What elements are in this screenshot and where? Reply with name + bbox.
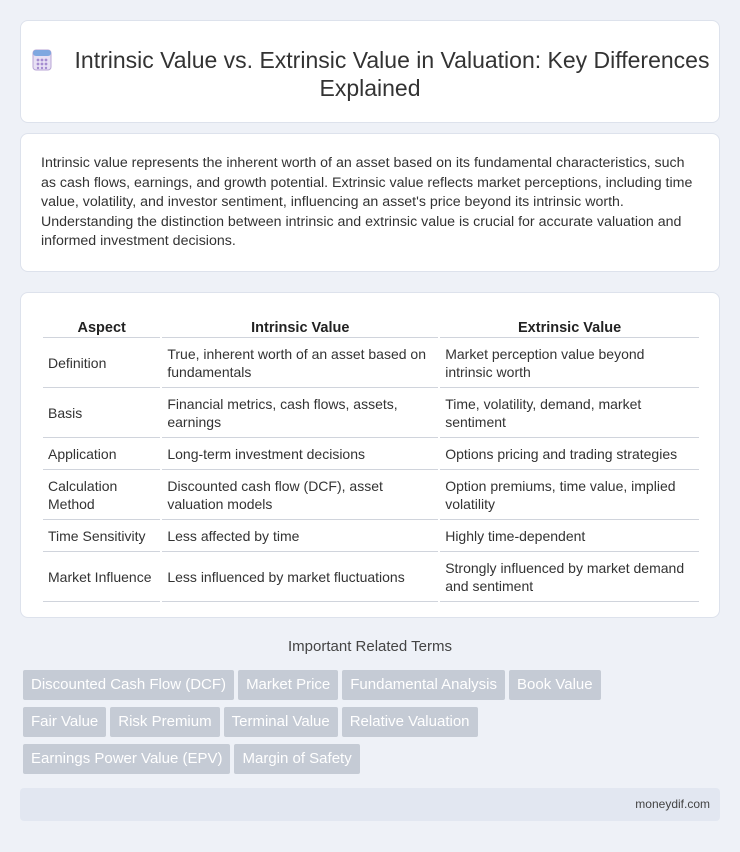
header-aspect: Aspect bbox=[43, 314, 160, 338]
header-extrinsic: Extrinsic Value bbox=[440, 314, 699, 338]
related-terms-list bbox=[23, 670, 723, 781]
table-cell-aspect: Basis bbox=[43, 389, 160, 438]
table-cell-extrinsic: Options pricing and trading strategies bbox=[440, 439, 699, 470]
table-cell-aspect: Calculation Method bbox=[43, 471, 160, 520]
intro-card bbox=[20, 133, 720, 272]
table-cell-extrinsic: Market perception value beyond intrinsic worth bbox=[440, 339, 699, 388]
comparison-table bbox=[41, 313, 701, 603]
calculator-icon bbox=[31, 49, 53, 71]
related-term-tag[interactable]: Margin of Safety bbox=[234, 744, 359, 774]
page-title bbox=[21, 46, 719, 102]
table-cell-aspect: Time Sensitivity bbox=[43, 521, 160, 552]
header-intrinsic: Intrinsic Value bbox=[162, 314, 438, 338]
table-cell-intrinsic: Less influenced by market fluctuations bbox=[162, 553, 438, 602]
related-term-tag[interactable]: Discounted Cash Flow (DCF) bbox=[23, 670, 234, 700]
table-row bbox=[43, 521, 699, 552]
intro-paragraph: Intrinsic value represents the inherent worth of an asset based on its fundamental characteristics, such as cash flows, earnings, and growth potential. Extrinsic value reflects market perceptions, including time value, volatility, and investor sentiment, influencing an asset's price beyond its intrinsic worth. Understanding the distinction between intrinsic and extrinsic value is crucial for accurate valuation and informed investment decisions. bbox=[41, 155, 693, 249]
related-term-tag[interactable]: Fair Value bbox=[23, 707, 106, 737]
related-term-tag[interactable]: Market Price bbox=[238, 670, 338, 700]
table-cell-extrinsic: Strongly influenced by market demand and sentiment bbox=[440, 553, 699, 602]
table-cell-intrinsic: True, inherent worth of an asset based on fundamentals bbox=[162, 339, 438, 388]
table-cell-aspect: Application bbox=[43, 439, 160, 470]
table-cell-extrinsic: Time, volatility, demand, market sentiment bbox=[440, 389, 699, 438]
table-cell-intrinsic: Less affected by time bbox=[162, 521, 438, 552]
page-title-text: Intrinsic Value vs. Extrinsic Value in Valuation: Key Differences Explained bbox=[74, 47, 710, 101]
table-row bbox=[43, 471, 699, 520]
table-row bbox=[43, 389, 699, 438]
related-term-tag[interactable]: Earnings Power Value (EPV) bbox=[23, 744, 230, 774]
table-row bbox=[43, 553, 699, 602]
table-cell-aspect: Definition bbox=[43, 339, 160, 388]
table-row bbox=[43, 339, 699, 388]
related-term-tag[interactable]: Relative Valuation bbox=[342, 707, 478, 737]
table-cell-aspect: Market Influence bbox=[43, 553, 160, 602]
footer bbox=[20, 788, 720, 821]
table-header-row bbox=[43, 314, 699, 338]
related-term-tag[interactable]: Terminal Value bbox=[224, 707, 338, 737]
related-term-tag[interactable]: Book Value bbox=[509, 670, 601, 700]
comparison-card bbox=[20, 292, 720, 618]
footer-site-link[interactable]: moneydif.com bbox=[635, 797, 710, 811]
title-block bbox=[21, 46, 719, 102]
table-row bbox=[43, 439, 699, 470]
table-cell-extrinsic: Option premiums, time value, implied volatility bbox=[440, 471, 699, 520]
table-cell-intrinsic: Long-term investment decisions bbox=[162, 439, 438, 470]
table-cell-intrinsic: Financial metrics, cash flows, assets, earnings bbox=[162, 389, 438, 438]
table-cell-extrinsic: Highly time-dependent bbox=[440, 521, 699, 552]
related-term-tag[interactable]: Fundamental Analysis bbox=[342, 670, 505, 700]
related-term-tag[interactable]: Risk Premium bbox=[110, 707, 219, 737]
header-card bbox=[20, 20, 720, 123]
related-terms-title: Important Related Terms bbox=[288, 638, 452, 655]
table-cell-intrinsic: Discounted cash flow (DCF), asset valuation models bbox=[162, 471, 438, 520]
